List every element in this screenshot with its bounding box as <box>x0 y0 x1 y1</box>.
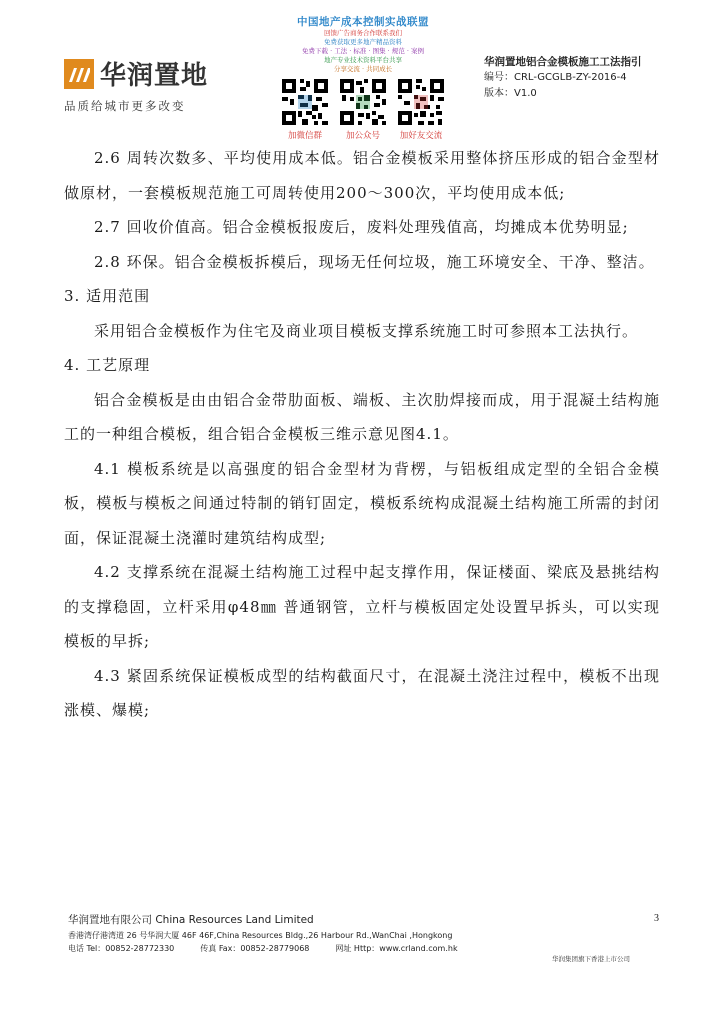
qr-code-icon <box>280 77 330 127</box>
footer-tel: 电话 Tel：00852-28772330 <box>68 944 175 953</box>
qr-wechat-group[interactable] <box>280 77 330 141</box>
banner-line: 分享交流 · 共同成长 <box>333 65 393 73</box>
body-paragraph: 2.7 回收价值高。铝合金模板报废后，废料处理残值高，均摊成本优势明显; <box>94 218 629 236</box>
promo-banner <box>278 14 448 141</box>
body-paragraph: 4.2 支撑系统在混凝土结构施工过程中起支撑作用，保证楼面、梁底及悬挑结构的支撑稳固，立杆采用φ48㎜ 普通钢管，立杆与模板固定处设置早拆头，可以实现模板的早拆; <box>64 563 660 650</box>
banner-line: 回馈广告商务合作联系我们 <box>324 29 402 37</box>
company-logo <box>64 55 208 114</box>
banner-line: 地产专业技术资料平台共享 <box>324 56 402 64</box>
body-paragraph: 4.1 模板系统是以高强度的铝合金型材为背楞，与铝板组成定型的全铝合金模板，模板与模板之间通过特制的销钉固定，模板系统构成混凝土结构施工所需的封闭面，保证混凝土浇灌时建筑结构成型; <box>64 459 660 547</box>
document-info <box>484 54 642 102</box>
section-heading: 3. 适用范围 <box>64 287 151 305</box>
body-paragraph: 采用铝合金模板作为住宅及商业项目模板支撑系统施工时可参照本工法执行。 <box>94 321 639 340</box>
page-footer <box>68 912 668 955</box>
logo-slogan: 品质给城市更多改变 <box>64 99 186 113</box>
logo-mark-icon <box>64 59 94 89</box>
banner-line: 免费下载 · 工法 · 标准 · 图集 · 规范 · 案例 <box>302 47 424 55</box>
body-paragraph: 铝合金模板是由由铝合金带肋面板、端板、主次肋焊接而成，用于混凝土结构施工的一种组合模板，组合铝合金模板三维示意见图4.1。 <box>64 390 660 443</box>
footer-company: 华润置地有限公司 China Resources Land Limited <box>68 914 314 926</box>
document-number: 编号：CRL-GCGLB-ZY-2016-4 <box>484 72 627 83</box>
body-paragraph: 4.3 紧固系统保证模板成型的结构截面尺寸，在混凝土浇注过程中，模板不出现涨模、爆模; <box>64 666 660 719</box>
listed-company-note: 华润集团旗下香港上市公司 <box>552 955 630 963</box>
qr-code-icon <box>396 77 446 127</box>
section-heading: 4. 工艺原理 <box>64 356 151 374</box>
qr-add-friend[interactable] <box>396 77 446 141</box>
qr-official-account[interactable] <box>338 77 388 141</box>
qr-label: 加好友交流 <box>399 131 443 141</box>
page-number: 3 <box>654 913 659 924</box>
body-paragraph: 2.6 周转次数多、平均使用成本低。铝合金模板采用整体挤压形成的铝合金型材做原材，一套模板规范施工可周转使用200～300次，平均使用成本低; <box>64 149 660 202</box>
document-version: 版本：V1.0 <box>484 88 537 99</box>
document-title: 华润置地铝合金模板施工工法指引 <box>484 56 642 68</box>
qr-code-icon <box>338 77 388 127</box>
qr-label: 加公众号 <box>345 131 380 141</box>
page-header <box>0 0 724 140</box>
body-paragraph: 2.8 环保。铝合金模板拆模后，现场无任何垃圾，施工环境安全、干净、整洁。 <box>94 252 655 271</box>
banner-line: 免费获取更多地产精品资料 <box>324 38 402 46</box>
logo-name: 华润置地 <box>100 61 209 91</box>
footer-address: 香港湾仔港湾道 26 号华润大厦 46F 46F,China Resources Bldg.,26 Harbour Rd.,WanChai ,Hongkong <box>68 931 453 940</box>
qr-label: 加微信群 <box>287 131 322 141</box>
banner-title: 中国地产成本控制实战联盟 <box>297 16 429 28</box>
document-body <box>64 141 660 728</box>
footer-fax: 传真 Fax：00852-28779068 <box>200 944 310 953</box>
footer-web[interactable]: 网址 Http：www.crland.com.hk <box>335 944 458 953</box>
